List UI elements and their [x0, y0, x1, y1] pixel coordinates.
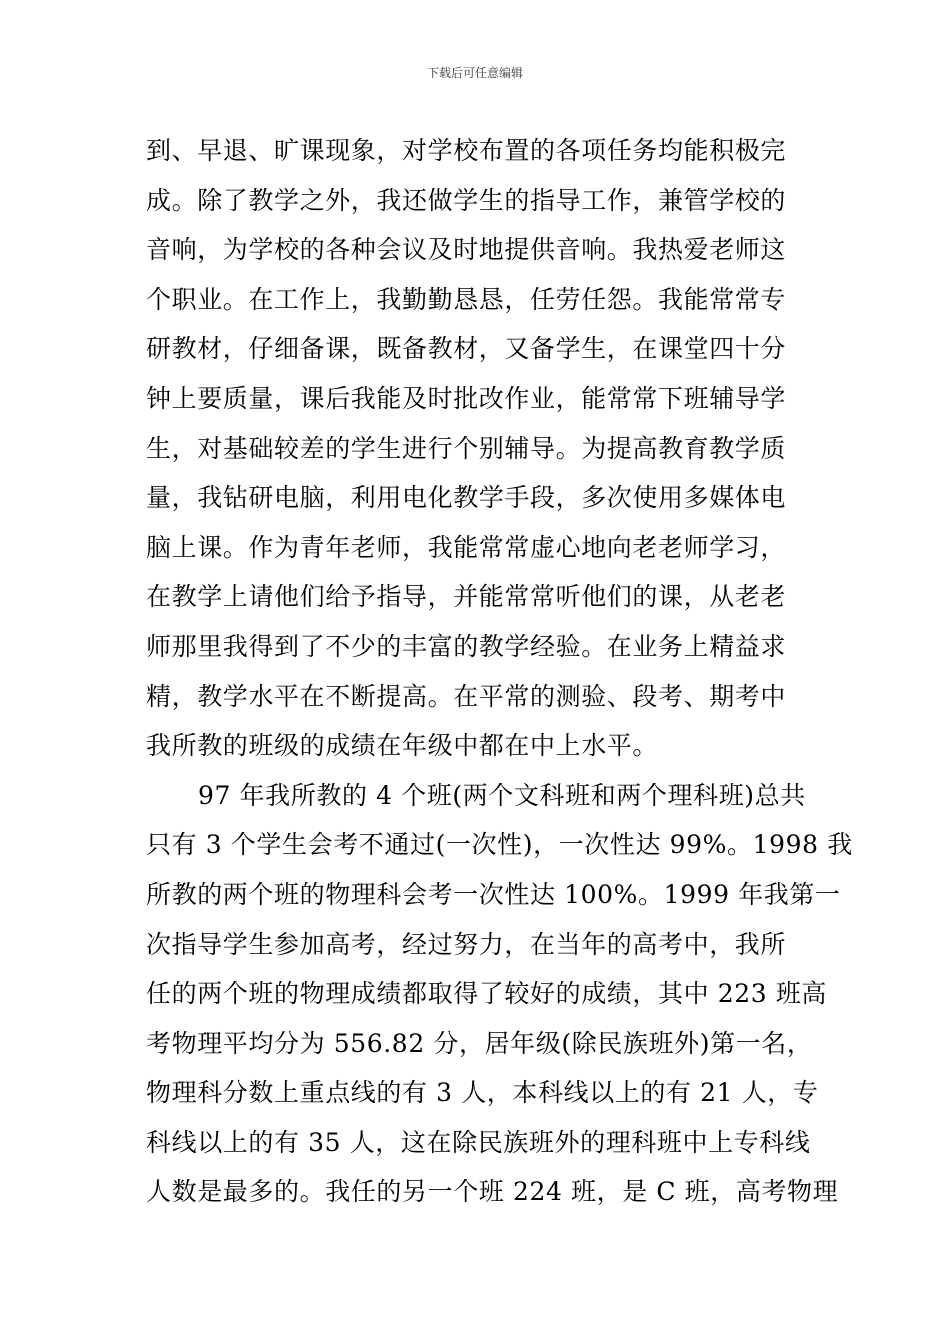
text-line: 科线以上的有 35 人，这在除民族班外的理科班中上专科线 [146, 1127, 811, 1157]
text-line: 所教的两个班的物理科会考一次性达 100%。1999 年我第一 [146, 879, 841, 909]
text-line: 在教学上请他们给予指导，并能常常听他们的课，从老老 [146, 582, 787, 612]
text-line: 成。除了教学之外，我还做学生的指导工作，兼管学校的 [146, 185, 787, 215]
text-line: 个职业。在工作上，我勤勤恳恳，任劳任怨。我能常常专 [146, 284, 787, 314]
text-line: 到、早退、旷课现象，对学校布置的各项任务均能积极完 [146, 136, 787, 165]
text-line: 钟上要质量，课后我能及时批改作业，能常常下班辅导学 [146, 383, 787, 413]
text-line: 次指导学生参加高考，经过努力，在当年的高考中，我所 [146, 929, 787, 959]
text-line: 师那里我得到了不少的丰富的教学经验。在业务上精益求 [146, 631, 787, 661]
text-line: 我所教的班级的成绩在年级中都在中上水平。 [146, 731, 659, 761]
paragraph-first-line: 97 年我所教的 4 个班(两个文科班和两个理科班)总共 [198, 780, 806, 810]
text-line: 脑上课。作为青年老师，我能常常虚心地向老老师学习， [146, 532, 787, 562]
text-line: 人数是最多的。我任的另一个班 224 班，是 C 班，高考物理 [146, 1177, 839, 1207]
text-line: 精，教学水平在不断提高。在平常的测验、段考、期考中 [146, 681, 787, 711]
text-line: 物理科分数上重点线的有 3 人，本科线以上的有 21 人，专 [146, 1078, 819, 1108]
text-line: 考物理平均分为 556.82 分，居年级(除民族班外)第一名， [146, 1028, 813, 1058]
page-header: 下载后可任意编辑 [426, 66, 523, 80]
text-line: 只有 3 个学生会考不通过(一次性)，一次性达 99%。1998 我 [146, 830, 853, 860]
text-line: 量，我钻研电脑，利用电化教学手段，多次使用多媒体电 [146, 483, 787, 513]
document-body [146, 126, 853, 1217]
text-line: 生，对基础较差的学生进行个别辅导。为提高教育教学质 [146, 433, 787, 463]
text-line: 任的两个班的物理成绩都取得了较好的成绩，其中 223 班高 [146, 979, 828, 1009]
text-line: 研教材，仔细备课，既备教材，又备学生，在课堂四十分 [146, 334, 787, 364]
text-line: 音响，为学校的各种会议及时地提供音响。我热爱老师这 [146, 235, 787, 265]
